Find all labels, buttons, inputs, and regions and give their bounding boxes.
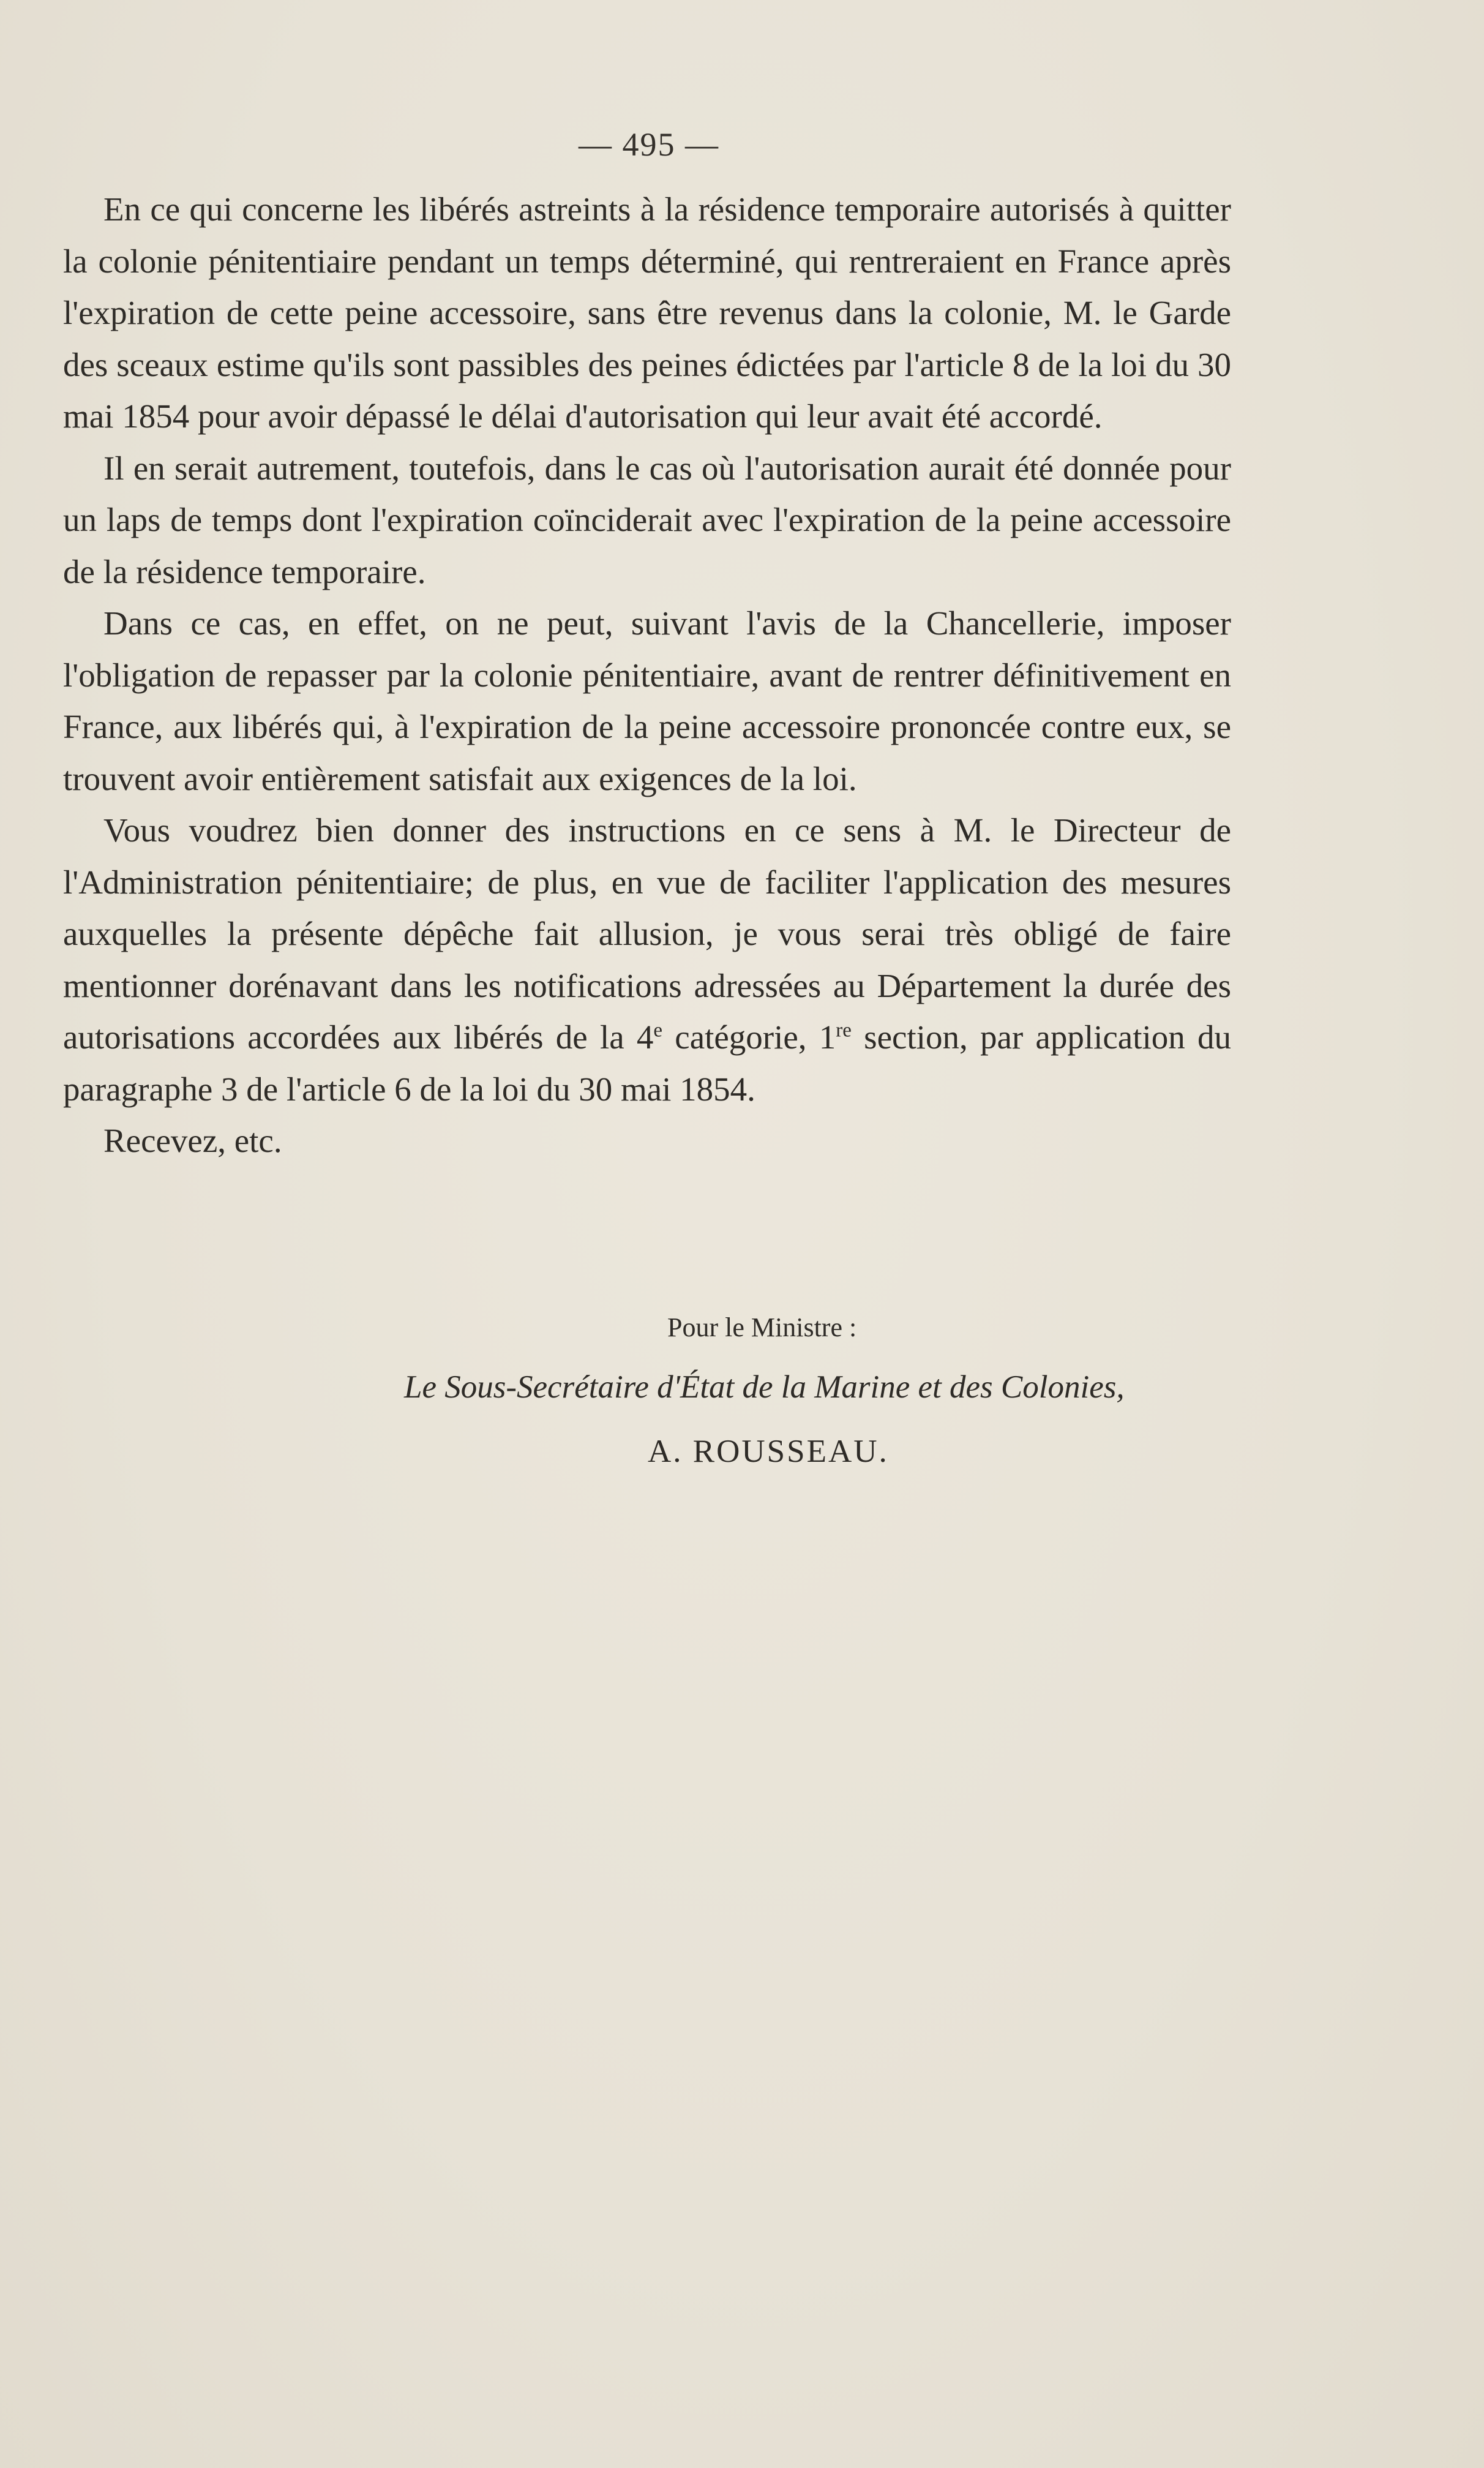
paragraph-2: Il en serait autrement, toutefois, dans le cas où l'autorisation aurait été donnée pour un laps de temps dont l'expiration coïnciderait avec l'expiration de la peine accessoire de la résidence temporaire. <box>63 449 1231 590</box>
signature-name: A. ROUSSEAU. <box>648 1434 889 1469</box>
page-number: — 495 — <box>579 126 719 163</box>
signature-for-minister: Pour le Ministre : <box>667 1312 857 1342</box>
signature-title: Le Sous-Secrétaire d'État de la Marine et des Colonies, <box>404 1369 1125 1405</box>
closing-formula: Recevez, etc. <box>103 1122 282 1159</box>
body-text <box>63 184 1231 1167</box>
paragraph-1: En ce qui concerne les libérés astreints à la résidence temporaire autorisés à quitter la colonie pénitentiaire pendant un temps déterminé, qui rentreraient en France après l'expiration de cette peine accessoire, sans être revenus dans la colonie, M. le Garde des sceaux estime qu'ils sont passibles des peines édictées par l'article 8 de la loi du 30 mai 1854 pour avoir dépassé le délai d'autorisation qui leur avait été accordé. <box>63 190 1231 435</box>
paragraph-4: Vous voudrez bien donner des instructions en ce sens à M. le Directeur de l'Administration pénitentiaire; de plus, en vue de faciliter l'application des mesures auxquelles la présente dépêche fait allusion, je vous serai très obligé de faire mentionner dorénavant dans les notifications adressées au Département la durée des autorisations accordées aux libérés de la 4e catégorie, 1re section, par application du paragraphe 3 de l'article 6 de la loi du 30 mai 1854. <box>63 811 1232 1108</box>
paragraph-3: Dans ce cas, en effet, on ne peut, suivant l'avis de la Chancellerie, imposer l'obligation de repasser par la colonie pénitentiaire, avant de rentrer définitivement en France, aux libérés qui, à l'expiration de la peine accessoire prononcée contre eux, se trouvent avoir entièrement satisfait aux exigences de la loi. <box>63 604 1231 797</box>
